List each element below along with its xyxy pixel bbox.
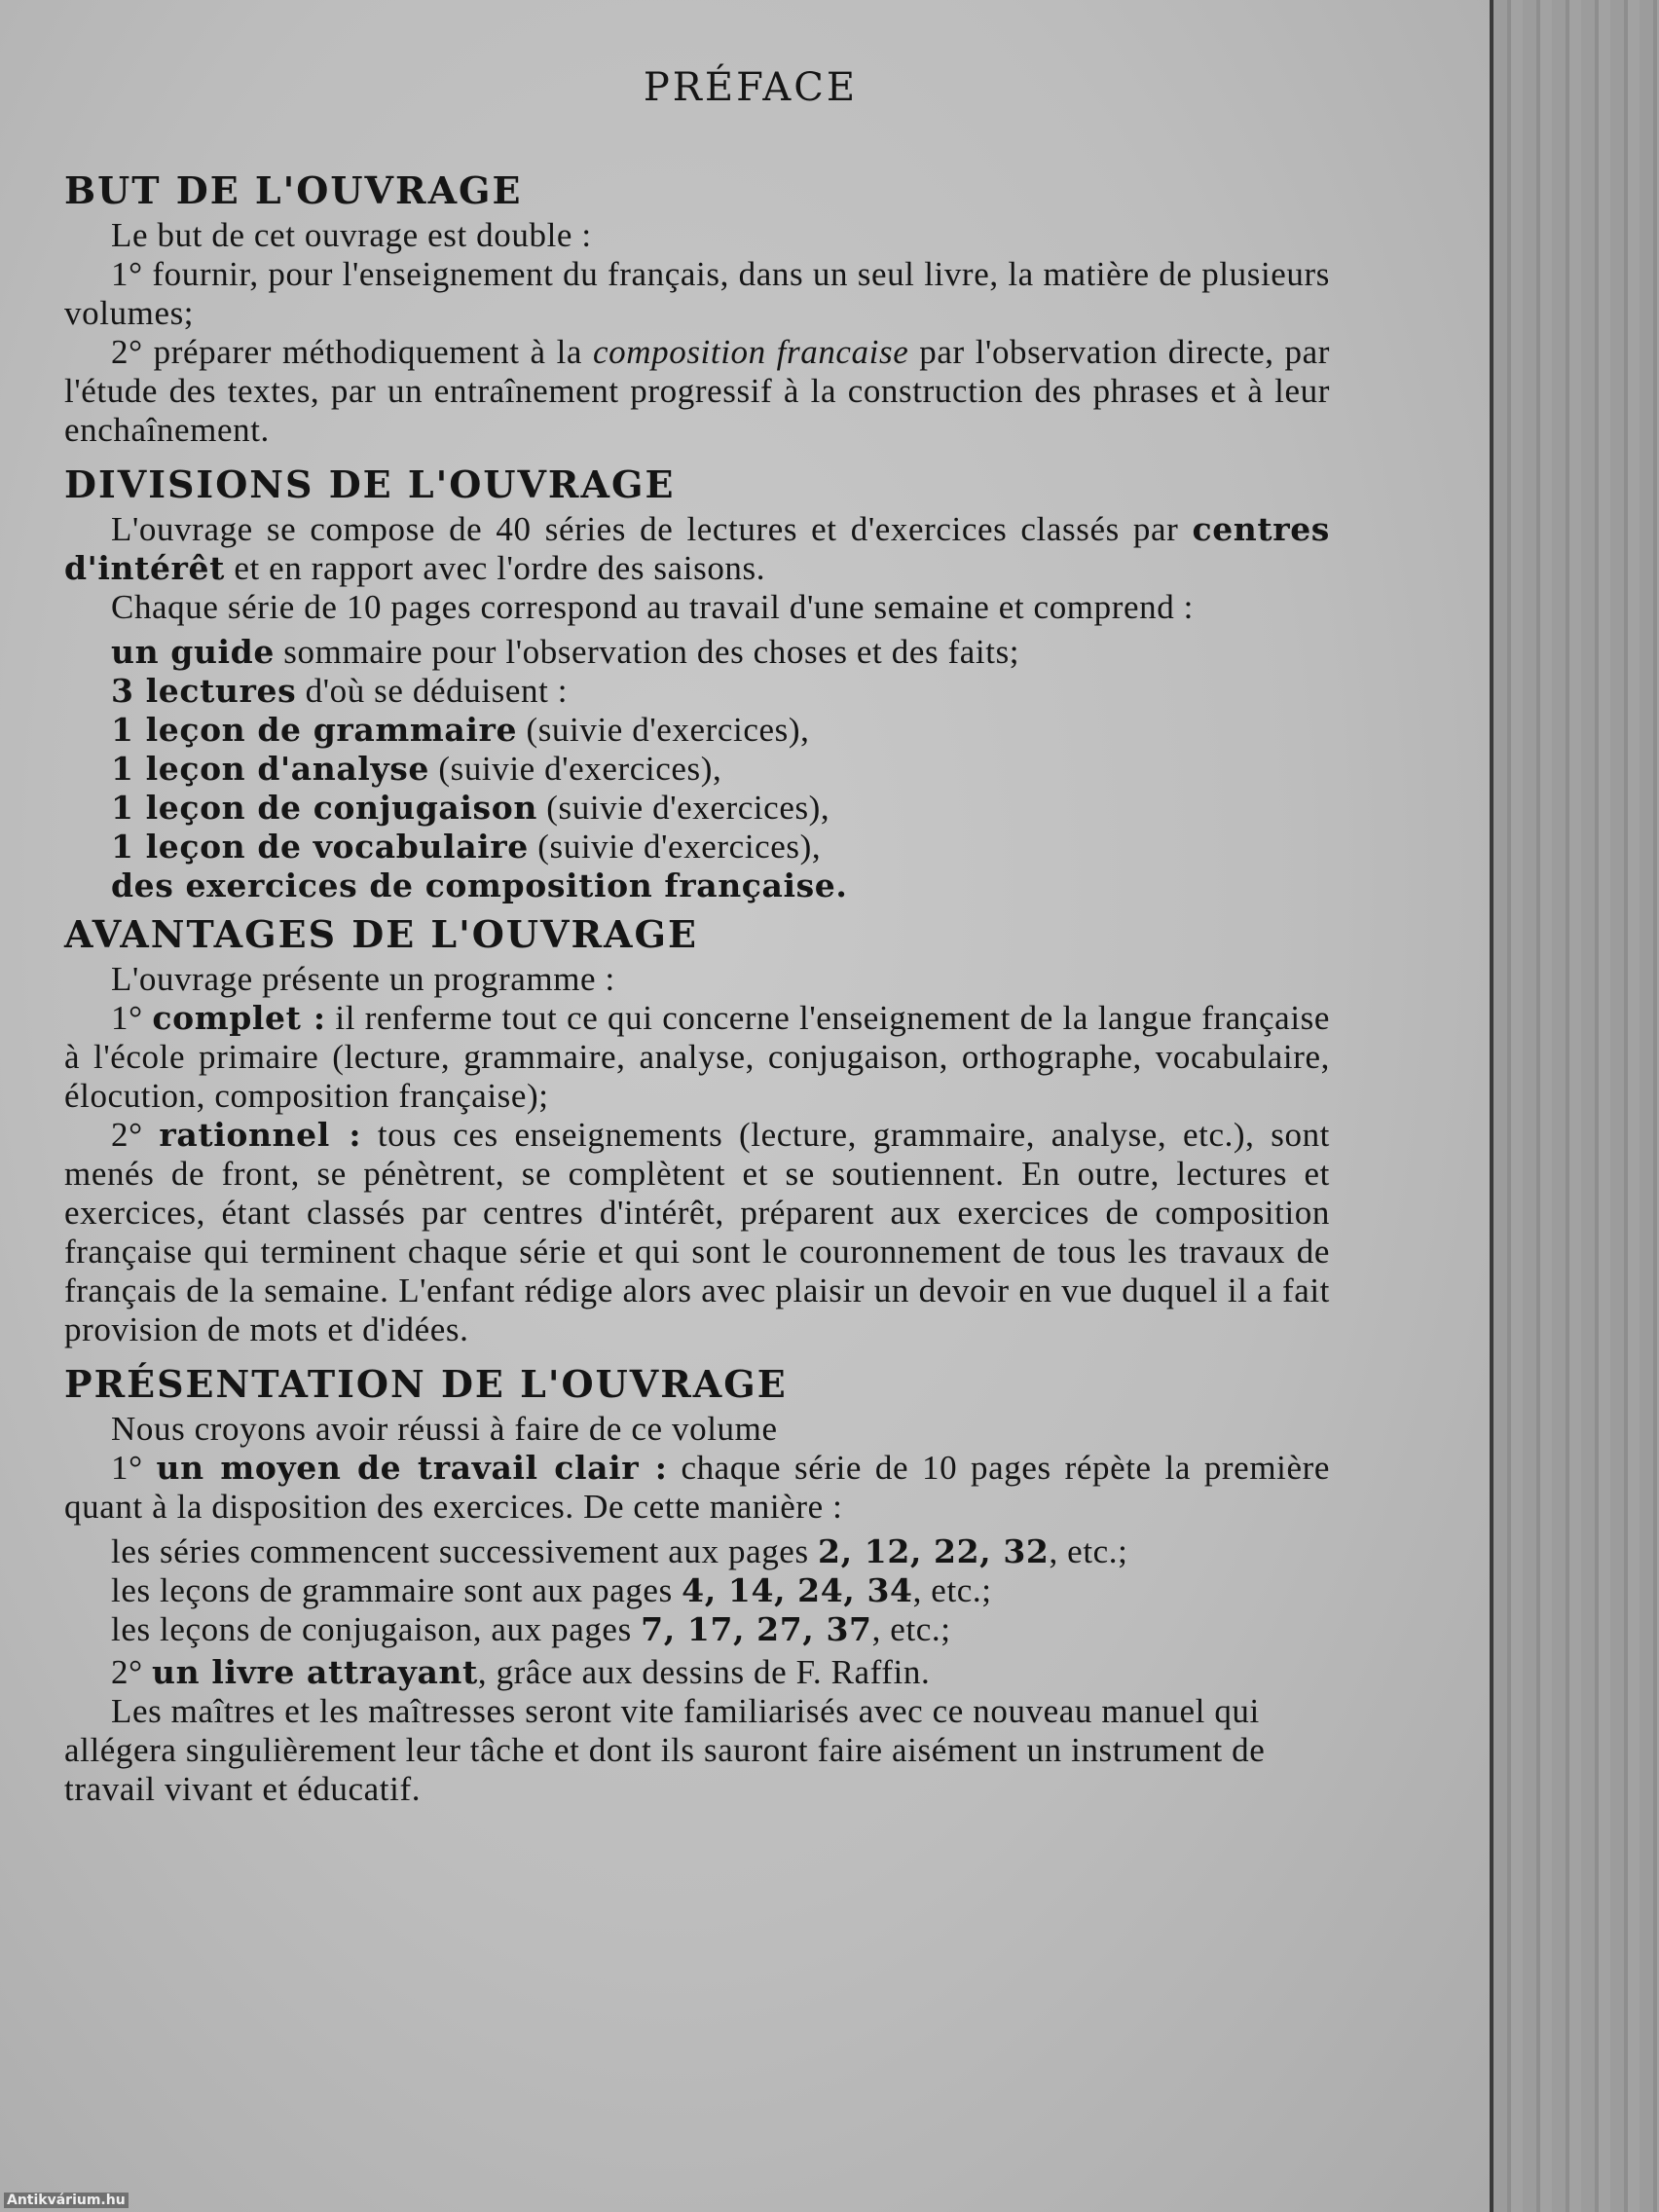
section-heading-but: BUT DE L'OUVRAGE	[64, 168, 523, 212]
list-item	[111, 1532, 1330, 1571]
text-span: chaque série de 10 pages répète la première quant à la disposition des exercices. De cette manière :	[64, 1449, 1330, 1526]
paragraph: 1° fournir, pour l'enseignement du français, dans un seul livre, la matière de plusieurs volumes;	[64, 255, 1330, 332]
bold-text: 1 leçon de conjugaison	[111, 789, 537, 827]
paragraph: Le but de cet ouvrage est double :	[111, 216, 592, 254]
text-span: , grâce aux dessins de F. Raffin.	[477, 1653, 931, 1691]
paragraph: Chaque série de 10 pages correspond au travail d'une semaine et comprend :	[111, 588, 1194, 626]
paragraph	[64, 1116, 1330, 1349]
text-span: les séries commencent successivement aux pages	[111, 1532, 819, 1570]
page-content	[64, 58, 1330, 1809]
list-item	[111, 672, 1330, 711]
paragraph	[64, 1449, 1330, 1527]
paragraph: Les maîtres et les maîtresses seront vite familiarisés avec ce nouveau manuel qui allégera singulièrement leur tâche et dont ils sauront faire aisément un instrument de travail vivant et éducatif.	[64, 1692, 1266, 1808]
text-span: les leçons de conjugaison, aux pages	[111, 1610, 642, 1648]
text-span: (suivie d'exercices),	[429, 750, 722, 788]
list-item	[111, 828, 1330, 866]
contents-list	[111, 633, 1330, 905]
bold-text: 4, 14, 24, 34	[682, 1571, 913, 1609]
page-title: PRÉFACE	[643, 65, 859, 110]
paragraph	[64, 999, 1330, 1116]
text-span: , etc.;	[871, 1610, 951, 1648]
text-span: 1°	[111, 999, 153, 1037]
italic-text: composition francaise	[593, 333, 909, 371]
page-gutter	[1493, 0, 1659, 2212]
list-item	[111, 1610, 1330, 1649]
section-heading-avantages: AVANTAGES DE L'OUVRAGE	[64, 912, 698, 956]
page-reference-list	[111, 1532, 1330, 1649]
list-item	[111, 633, 1330, 672]
section-heading-divisions: DIVISIONS DE L'OUVRAGE	[64, 462, 676, 506]
bold-text: 7, 17, 27, 37	[641, 1610, 872, 1648]
text-span: il renferme tout ce qui concerne l'enseignement de la langue française à l'école primaire (lecture, grammaire, analyse, conjugaison, orthographe, vocabulaire, élocution, composition française);	[64, 999, 1330, 1115]
paragraph	[64, 333, 1330, 450]
list-item	[111, 711, 1330, 750]
text-span: 2°	[111, 1116, 160, 1154]
bold-text: des exercices de composition française.	[111, 866, 848, 904]
text-span: 2° préparer méthodiquement à la	[111, 333, 594, 371]
list-item	[111, 866, 1330, 905]
text-span: les leçons de grammaire sont aux pages	[111, 1571, 682, 1609]
paragraph: L'ouvrage présente un programme :	[111, 960, 615, 998]
section-heading-presentation: PRÉSENTATION DE L'OUVRAGE	[64, 1362, 788, 1406]
watermark: Antikvárium.hu	[4, 2193, 129, 2208]
list-item	[111, 789, 1330, 828]
text-span: , etc.;	[1049, 1532, 1128, 1570]
bold-text: un livre attrayant	[152, 1653, 478, 1691]
bold-text: 1 leçon de vocabulaire	[111, 828, 529, 866]
paragraph: Nous croyons avoir réussi à faire de ce volume	[111, 1410, 778, 1448]
bold-text: 1 leçon d'analyse	[111, 750, 429, 788]
bold-text: 3 lectures	[111, 672, 297, 710]
bold-text: centres d'intérêt	[64, 510, 1330, 587]
text-span: sommaire pour l'observation des choses et des faits;	[274, 633, 1020, 671]
bold-text: 2, 12, 22, 32	[818, 1532, 1050, 1570]
text-span: (suivie d'exercices),	[536, 789, 830, 827]
bold-text: un guide	[111, 633, 275, 671]
paragraph	[64, 1653, 1330, 1692]
bold-text: un moyen de travail clair :	[156, 1449, 668, 1487]
bold-text: complet :	[152, 999, 326, 1037]
text-span: (suivie d'exercices),	[517, 711, 810, 749]
list-item	[111, 1571, 1330, 1610]
text-span: par l'observation directe, par l'étude des textes, par un entraînement progressif à la construction des phrases et à leur enchaînement.	[64, 333, 1330, 449]
text-span: 1°	[111, 1449, 157, 1487]
text-span: 2°	[111, 1653, 153, 1691]
bold-text: 1 leçon de grammaire	[111, 711, 518, 749]
text-span: tous ces enseignements (lecture, grammaire, analyse, etc.), sont menés de front, se pénètrent, se complètent et se soutiennent. En outre, lectures et exercices, étant classés par centres d'intérêt, préparent aux exercices de composition française qui terminent chaque série et qui sont le couronnement de tous les travaux de français de la semaine. L'enfant rédige alors avec plaisir un devoir en vue duquel il a fait provision de mots et d'idées.	[64, 1116, 1330, 1348]
text-span: L'ouvrage se compose de 40 séries de lectures et d'exercices classés par	[111, 510, 1193, 548]
bold-text: rationnel :	[159, 1116, 362, 1154]
paragraph	[64, 510, 1330, 588]
text-span: , etc.;	[912, 1571, 992, 1609]
list-item	[111, 750, 1330, 789]
text-span: (suivie d'exercices),	[528, 828, 822, 866]
text-span: d'où se déduisent :	[296, 672, 569, 710]
text-span: et en rapport avec l'ordre des saisons.	[224, 549, 766, 587]
